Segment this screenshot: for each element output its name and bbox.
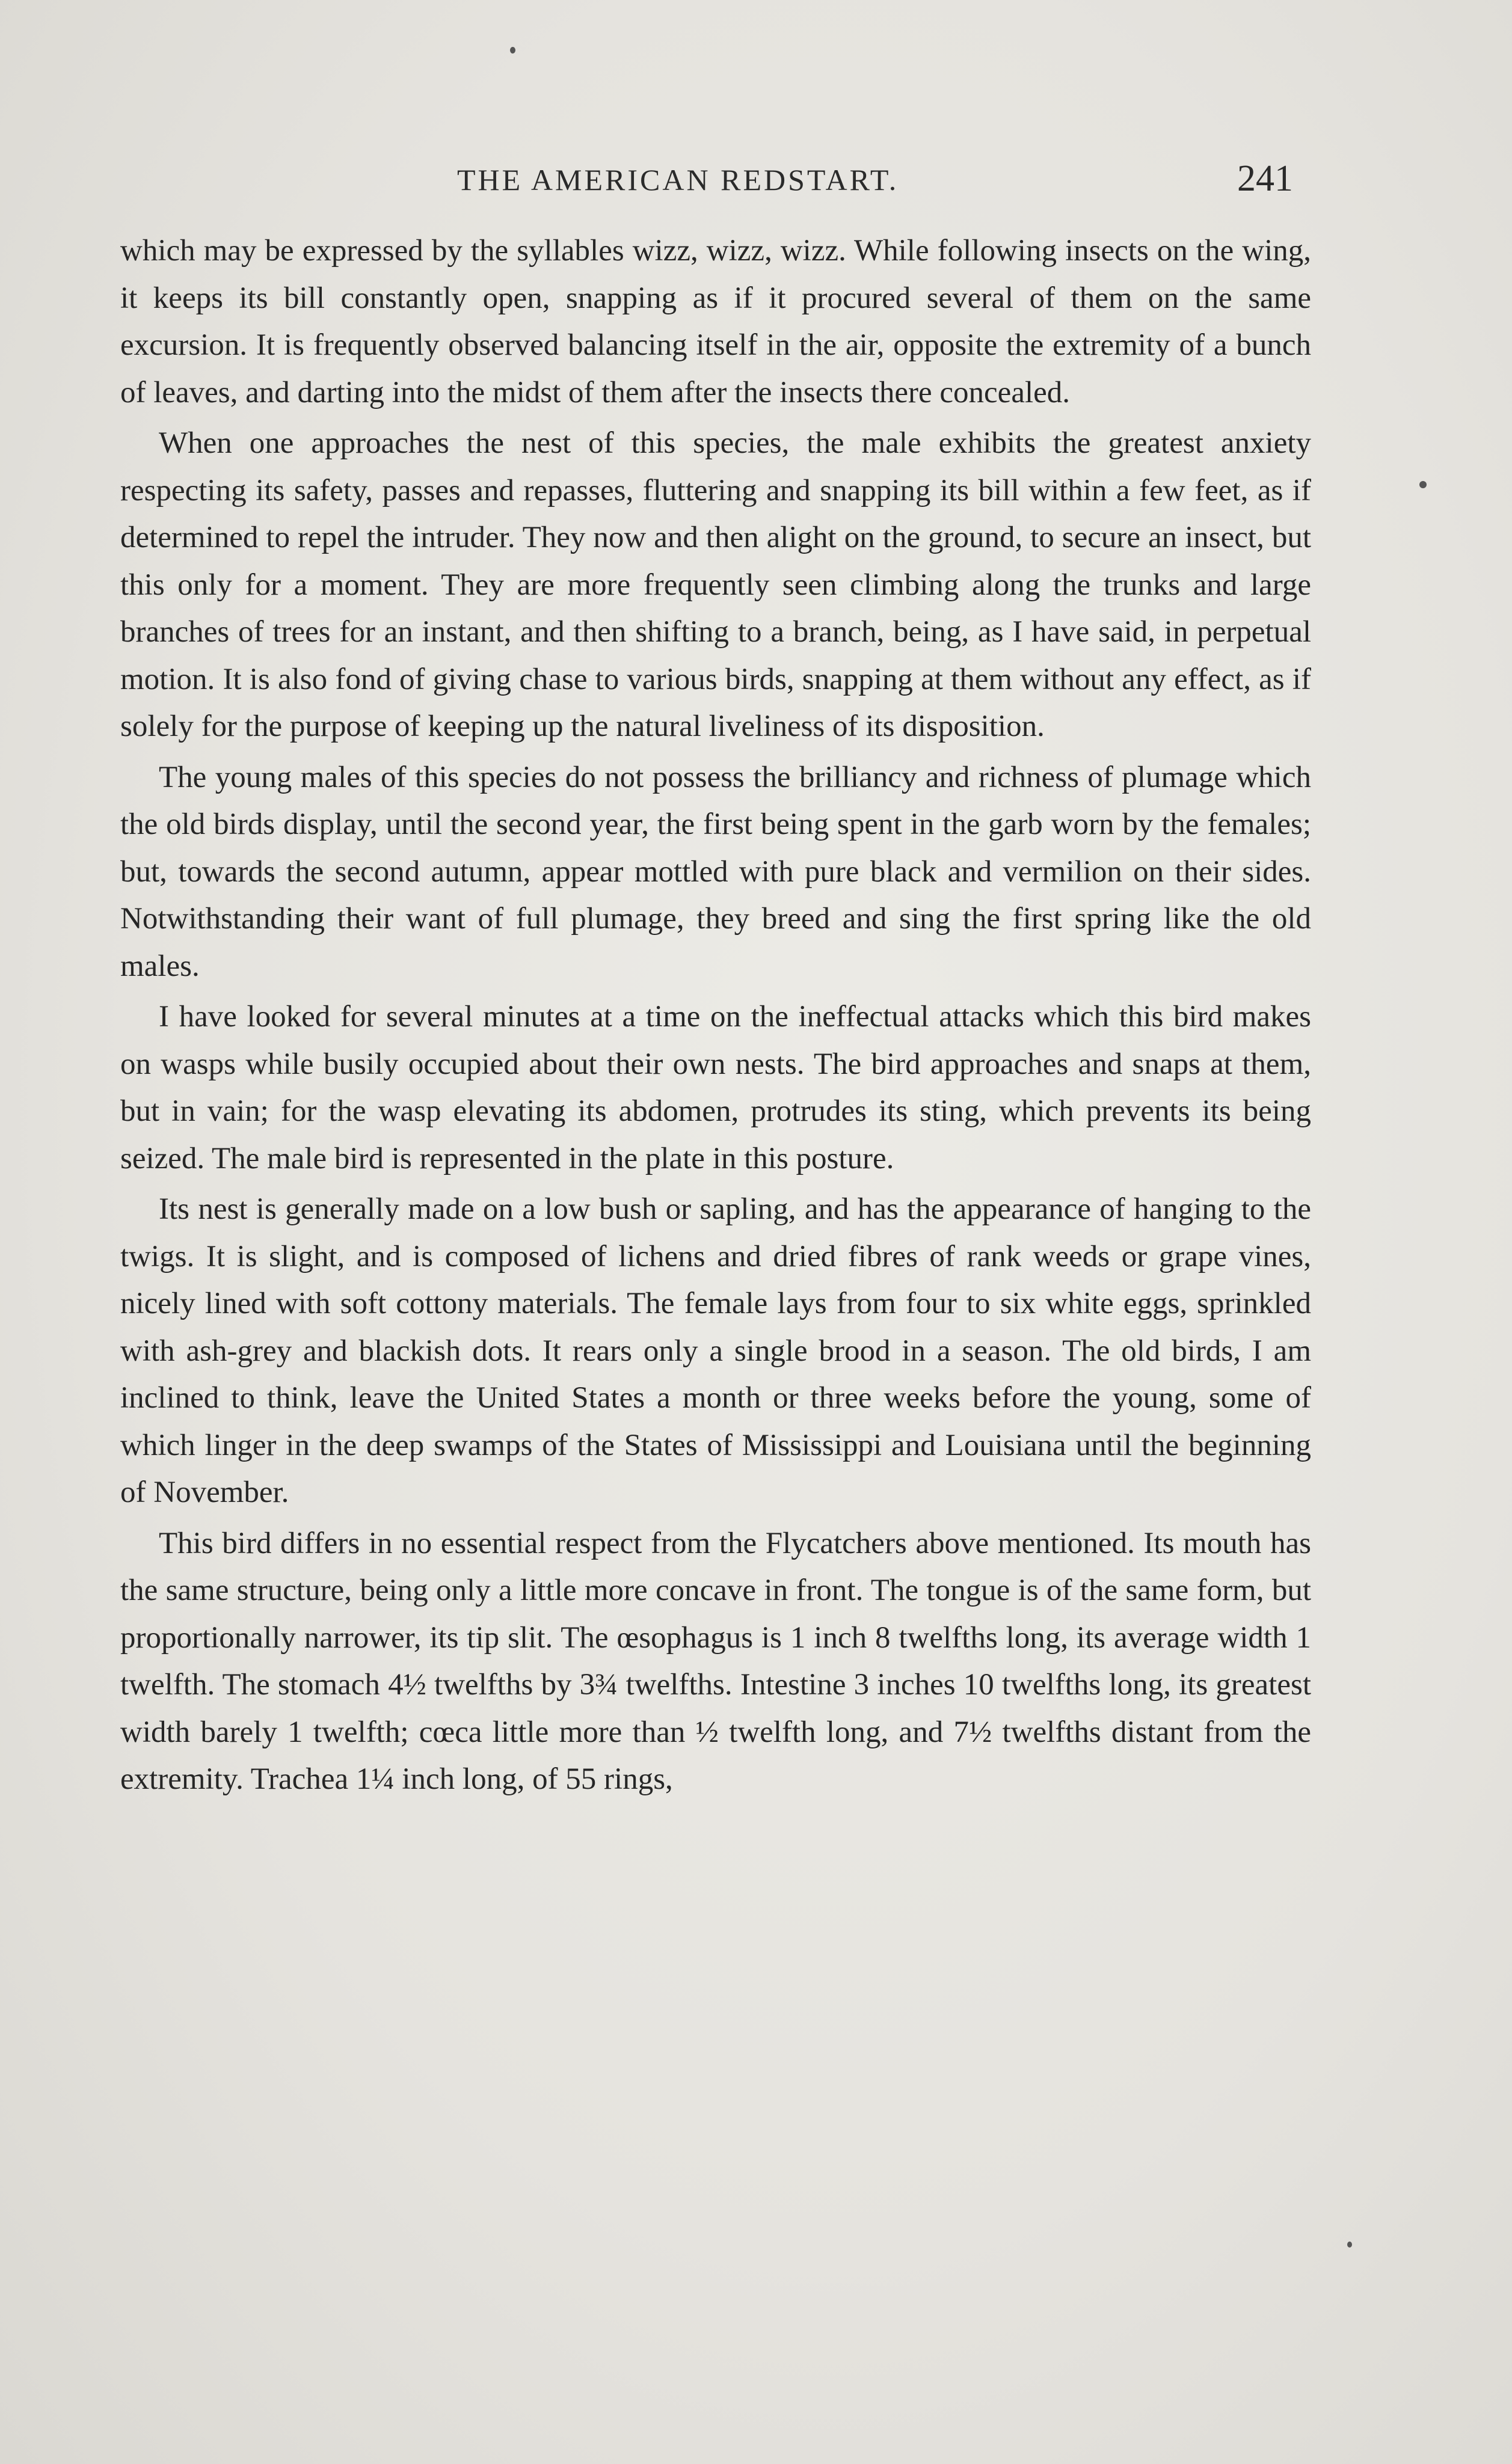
- body-text: [120, 227, 1311, 1807]
- paragraph: I have looked for several minutes at a time on the ineffectual attacks which this bird makes on wasps while busily occupied about their own nests. The bird approaches and snaps at them, but in vain; for the wasp elevating its abdomen, protrudes its sting, which prevents its being seized. The male bird is represented in the plate in this posture.: [120, 1000, 1311, 1175]
- paragraph: which may be expressed by the syllables wizz, wizz, wizz. While following insects on the wing, it keeps its bill constantly open, snapping as if it procured several of them on the same excursion. It is frequently observed balancing itself in the air, opposite the extremity of a bunch of leaves, and darting into the midst of them after the insects there concealed.: [120, 234, 1311, 409]
- paragraph: When one approaches the nest of this species, the male exhibits the greatest anxiety respecting its safety, passes and repasses, fluttering and snapping its bill within a few feet, as if determined to repel the intruder. They now and then alight on the ground, to secure an insect, but this only for a moment. They are more frequently seen climbing along the trunks and large branches of trees for an instant, and then shifting to a branch, being, as I have said, in perpetual motion. It is also fond of giving chase to various birds, snapping at them without any effect, as if solely for the purpose of keeping up the natural liveliness of its disposition.: [120, 426, 1311, 743]
- paragraph: The young males of this species do not possess the brilliancy and richness of plumage which the old birds display, until the second year, the first being spent in the garb worn by the females; but, towards the second autumn, appear mottled with pure black and vermilion on their sides. Notwithstanding their want of full plumage, they breed and sing the first spring like the old males.: [120, 760, 1311, 983]
- paper-speck: [510, 47, 515, 54]
- paragraph: Its nest is generally made on a low bush or sapling, and has the appearance of hanging to the twigs. It is slight, and is composed of lichens and dried fibres of rank weeds or grape vines, nicely lined with soft cottony materials. The female lays from four to six white eggs, sprinkled with ash-grey and blackish dots. It rears only a single brood in a season. The old birds, I am inclined to think, leave the United States a month or three weeks before the young, some of which linger in the deep swamps of the States of Mississippi and Louisiana until the beginning of November.: [120, 1192, 1311, 1509]
- paper-speck: [1419, 481, 1427, 488]
- page-number: 241: [1237, 158, 1293, 199]
- running-head: THE AMERICAN REDSTART.: [457, 163, 899, 197]
- page-header: [120, 152, 1311, 206]
- paper-speck: [1347, 2242, 1352, 2248]
- paragraph: This bird differs in no essential respect from the Flycatchers above mentioned. Its mouth has the same structure, being only a little more concave in front. The tongue is of the same form, but proportionally narrower, its tip slit. The œsophagus is 1 inch 8 twelfths long, its average width 1 twelfth. The stomach 4½ twelfths by 3¾ twelfths. Intestine 3 inches 10 twelfths long, its greatest width barely 1 twelfth; cœca little more than ½ twelfth long, and 7½ twelfths distant from the extremity. Trachea 1¼ inch long, of 55 rings,: [120, 1526, 1311, 1796]
